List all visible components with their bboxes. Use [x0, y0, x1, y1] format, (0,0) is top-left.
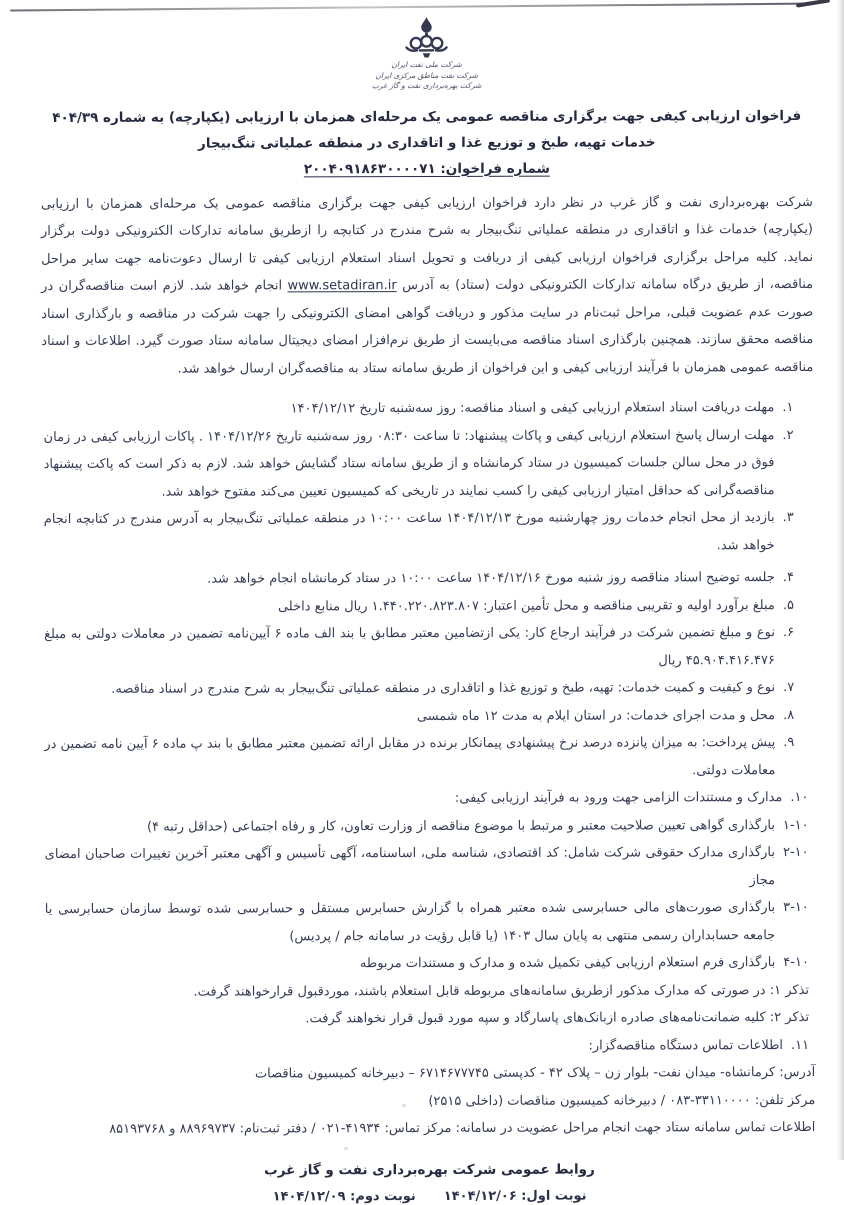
item-number: ۱.: [782, 400, 794, 416]
setadiran-link[interactable]: www.setadiran.ir: [287, 278, 397, 294]
contact-setad-info: اطلاعات تماس سامانه ستاد جهت انجام مراحل عضویت در سامانه: مرکز تماس: ۴۱۹۳۴-۰۲۱ / دفتر ثبت‌نام: ۸۸۹۶۹۷۳۷ و ۸۵۱۹۳۷۶۸: [109, 1119, 816, 1137]
item-text: پیش پرداخت: به میزان پانزده درصد نرخ پیشنهادی پیمانکار برنده در مقابل ارائه تضمین معتبر مطابق با بند پ ماده ۶ آیین نامه تضمین در معاملات دولتی.: [44, 735, 776, 778]
sub-item-number: ۳-۱۰: [783, 900, 809, 916]
list-item-5: [42, 591, 814, 621]
sub-item-10-4: [43, 949, 815, 979]
sub-item-number: ۲-۱۰: [782, 845, 809, 861]
scan-right-edge-shadow: [836, 0, 844, 1160]
list-item-8: [42, 701, 814, 731]
item-number: ۶.: [782, 625, 795, 641]
nioc-torch-logo-icon: [404, 16, 448, 58]
item-number: ۵.: [782, 597, 795, 613]
item-number: ۱۰.: [790, 790, 809, 806]
list-item-7: [42, 674, 814, 704]
list-item-11: [43, 1031, 815, 1061]
item-text: مبلغ برآورد اولیه و تقریبی مناقصه و محل تأمین اعتبار: ۱.۴۴۰.۲۲۰.۸۲۳.۸۰۷ ریال منابع داخلی: [277, 597, 775, 614]
item-text: مدارک و مستندات الزامی جهت ورود به فرآیند ارزیابی کیفی:: [454, 790, 783, 806]
sub-item-text: بارگذاری گواهی تعیین صلاحیت معتبر و مرتبط با موضوع مناقصه از وزارت تعاون، کار و رفاه اجتماعی (حداقل رتبه ۴): [146, 817, 775, 835]
list-item-4: [42, 564, 814, 594]
sub-item-number: ۴-۱۰: [783, 955, 809, 971]
list-item-9: [42, 729, 814, 786]
second-publication-date: نوبت دوم: ۱۴۰۴/۱۲/۰۹: [272, 1188, 416, 1204]
list-item-3: [42, 504, 814, 561]
sub-item-text: بارگذاری مدارک حقوقی شرکت شامل: کد اقتصادی، شناسه ملی، اساسنامه، آگهی تأسیس و آگهی معتبر آخرین تغییرات صاحبان امضای مجاز: [44, 845, 776, 888]
org-name-line: شرکت ملی نفت ایران: [391, 59, 462, 70]
tender-number: شماره فراخوان: ۲۰۰۴۰۹۱۸۶۳۰۰۰۰۷۱: [303, 160, 550, 177]
list-item-10: [42, 784, 814, 814]
intro-text-part1: شرکت بهره‌برداری نفت و گاز غرب در نظر دارد فراخوان ارزیابی کیفی جهت برگزاری مناقصه عمومی یک مرحله‌ای همزمان با ارزیابی (یکپارچه) خدمات غذا و اتاقداری در منطقه عملیاتی تنگ‌بیجار به شرح مندرج در کتابچه را ازطریق سامانه تدارکات الکترونیکی دولت برگزار نماید. کلیه مراحل برگزاری فراخوان ارزیابی کیفی از دریافت و تحویل اسناد استعلام ارزیابی کیفی تا ارسال دعوت‌نامه جهت سایر مراحل مناقصه، از طریق درگاه سامانه تدارکات الکترونیکی دولت (ستاد) به آدرس: [40, 194, 814, 294]
contact-address: آدرس: کرمانشاه- میدان نفت- بلوار زن – پلاک ۴۲ - کدپستی ۶۷۱۴۶۷۷۷۴۵ – دبیرخانه کمیسیون مناقصات: [254, 1064, 816, 1082]
title-block: [41, 102, 813, 182]
item-text: محل و مدت اجرای خدمات: در استان ایلام به مدت ۱۲ ماه شمسی: [416, 707, 776, 724]
scan-edge-line: [10, 2, 816, 11]
first-publication-date: نوبت اول: ۱۴۰۴/۱۲/۰۶: [443, 1188, 587, 1204]
intro-text-part2: انجام خواهد شد. لازم است مناقصه‌گران در صورت عدم عضویت قبلی، مراحل ثبت‌نام در سایت مذکور و دریافت گواهی امضای الکترونیکی را جهت شرکت در مناقصه و بارگذاری اسناد مناقصه محقق سازند. همچنین بارگذاری اسناد مناقصه می‌بایست از طریق نرم‌افزار امضای دیجیتال سامانه ستاد صورت گیرد. اطلاعات و اسناد مناقصه عمومی همزمان با فرآیند ارزیابی کیفی و این فراخوان از طریق سامانه ستاد به مناقصه‌گران ارسال خواهد شد.: [41, 278, 814, 377]
item-text: نوع و مبلغ تضمین شرکت در فرآیند ارجاع کار: یکی ازتضامین معتبر مطابق با بند الف ماده ۶ آیین‌نامه تضمین در معاملات دولتی به مبلغ ۴۵.۹۰۴.۴۱۶.۴۷۶ ریال: [44, 625, 776, 668]
tender-terms-list: [41, 394, 815, 1144]
org-name-line: شرکت بهره‌برداری نفت و گاز غرب: [371, 80, 482, 91]
contact-phone: مرکز تلفن: ۳۳۱۱۰۰۰۰-۰۸۳ / دبیرخانه کمیسیون مناقصات (داخلی ۲۵۱۵): [428, 1092, 816, 1109]
sub-item-text: بارگذاری فرم استعلام ارزیابی کیفی تکمیل شده و مدارک و مستندات مربوطه: [359, 955, 776, 972]
document-page: [40, 15, 815, 1205]
letterhead: [40, 15, 812, 93]
org-name-line: شرکت نفت مناطق مرکزی ایران: [375, 70, 478, 80]
page-title-line2: خدمات تهیه، طبخ و توزیع غذا و اتاقداری در منطقه عملیاتی تنگ‌بیجار: [198, 133, 656, 152]
list-item-2: [42, 421, 814, 506]
item-text: مهلت ارسال پاسخ استعلام ارزیابی کیفی و پاکات پیشنهاد: تا ساعت ۰۸:۳۰ روز سه‌شنبه تاریخ ۱۴۰۴/۱۲/۲۶ . پاکات ارزیابی کیفی در زمان فوق در محل سالن جلسات کمیسیون در ستاد کرمانشاه و از طریق سامانه ستاد گشایش خواهد شد. لازم به ذکر است که پاکت پیشنهاد مناقصه‌گرانی که حداقل امتیاز ارزیابی کیفی را کسب نمایند در تاریخی که کمیسیون تعیین می‌کند مفتوح خواهد شد.: [43, 427, 775, 500]
item-number: ۷.: [783, 680, 795, 696]
item-number: ۱۱.: [791, 1037, 810, 1053]
item-text: بازدید از محل انجام خدمات روز چهارشنبه مورخ ۱۴۰۴/۱۲/۱۳ ساعت ۱۰:۰۰ در منطقه عملیاتی تنگ‌بیجار به آدرس مندرج در کتابچه انجام خواهد شد.: [43, 510, 775, 553]
sub-item-10-1: [43, 811, 815, 841]
list-item-1: [41, 394, 813, 424]
remark-2: تذکر ۲: کلیه ضمانت‌نامه‌های صادره ازبانک‌های پاسارگاد و سپه مورد قبول قرار نخواهند گرفت.: [305, 1010, 810, 1027]
sub-item-10-3: [43, 894, 815, 951]
page-title-line1: فراخوان ارزیابی کیفی جهت برگزاری مناقصه عمومی یک مرحله‌ای همزمان با ارزیابی (یکپارچه) به شماره ۴۰۴/۳۹: [52, 107, 802, 126]
intro-paragraph: [41, 188, 814, 383]
item-number: ۲.: [782, 427, 794, 443]
item-text: اطلاعات تماس دستگاه مناقصه‌گزار:: [588, 1037, 784, 1054]
footer: [43, 1155, 815, 1204]
publisher-name: روابط عمومی شرکت بهره‌برداری نفت و گاز غرب: [264, 1161, 595, 1178]
publication-dates: [44, 1187, 816, 1204]
item-number: ۸.: [783, 707, 795, 723]
item-text: نوع و کیفیت و کمیت خدمات: تهیه، طبخ و توزیع غذا و اتاقداری در منطقه عملیاتی تنگ‌بیجار به شرح مندرج در اسناد مناقصه.: [111, 680, 776, 697]
item-text: مهلت دریافت اسناد استعلام ارزیابی کیفی و اسناد مناقصه: روز سه‌شنبه تاریخ ۱۴۰۴/۱۲/۱۲: [290, 400, 775, 417]
scan-corner-mark: [796, 0, 830, 8]
item-number: ۴.: [782, 570, 794, 586]
sub-item-10-2: [43, 839, 815, 896]
item-number: ۳.: [782, 510, 794, 526]
list-item-6: [42, 619, 814, 676]
item-number: ۹.: [783, 735, 795, 751]
item-text: جلسه توضیح اسناد مناقصه روز شنبه مورخ ۱۴۰۴/۱۲/۱۶ ساعت ۱۰:۰۰ در ستاد کرمانشاه انجام خواهد شد.: [207, 570, 775, 587]
sub-item-number: ۱-۱۰: [782, 817, 809, 833]
remark-1: تذکر ۱: در صورتی که مدارک مذکور ازطریق سامانه‌های مربوطه قابل استعلام باشند، موردقبول قرارخواهند گرفت.: [193, 982, 810, 1000]
sub-item-text: بارگذاری صورت‌های مالی حسابرسی شده معتبر همراه با گزارش حسابرس مستقل و حسابرسی شده توسط سازمان حسابرسی یا جامعه حسابداران رسمی منتهی به پایان سال ۱۴۰۳ (یا قابل رؤیت در سامانه جام / پردیس): [44, 900, 776, 944]
